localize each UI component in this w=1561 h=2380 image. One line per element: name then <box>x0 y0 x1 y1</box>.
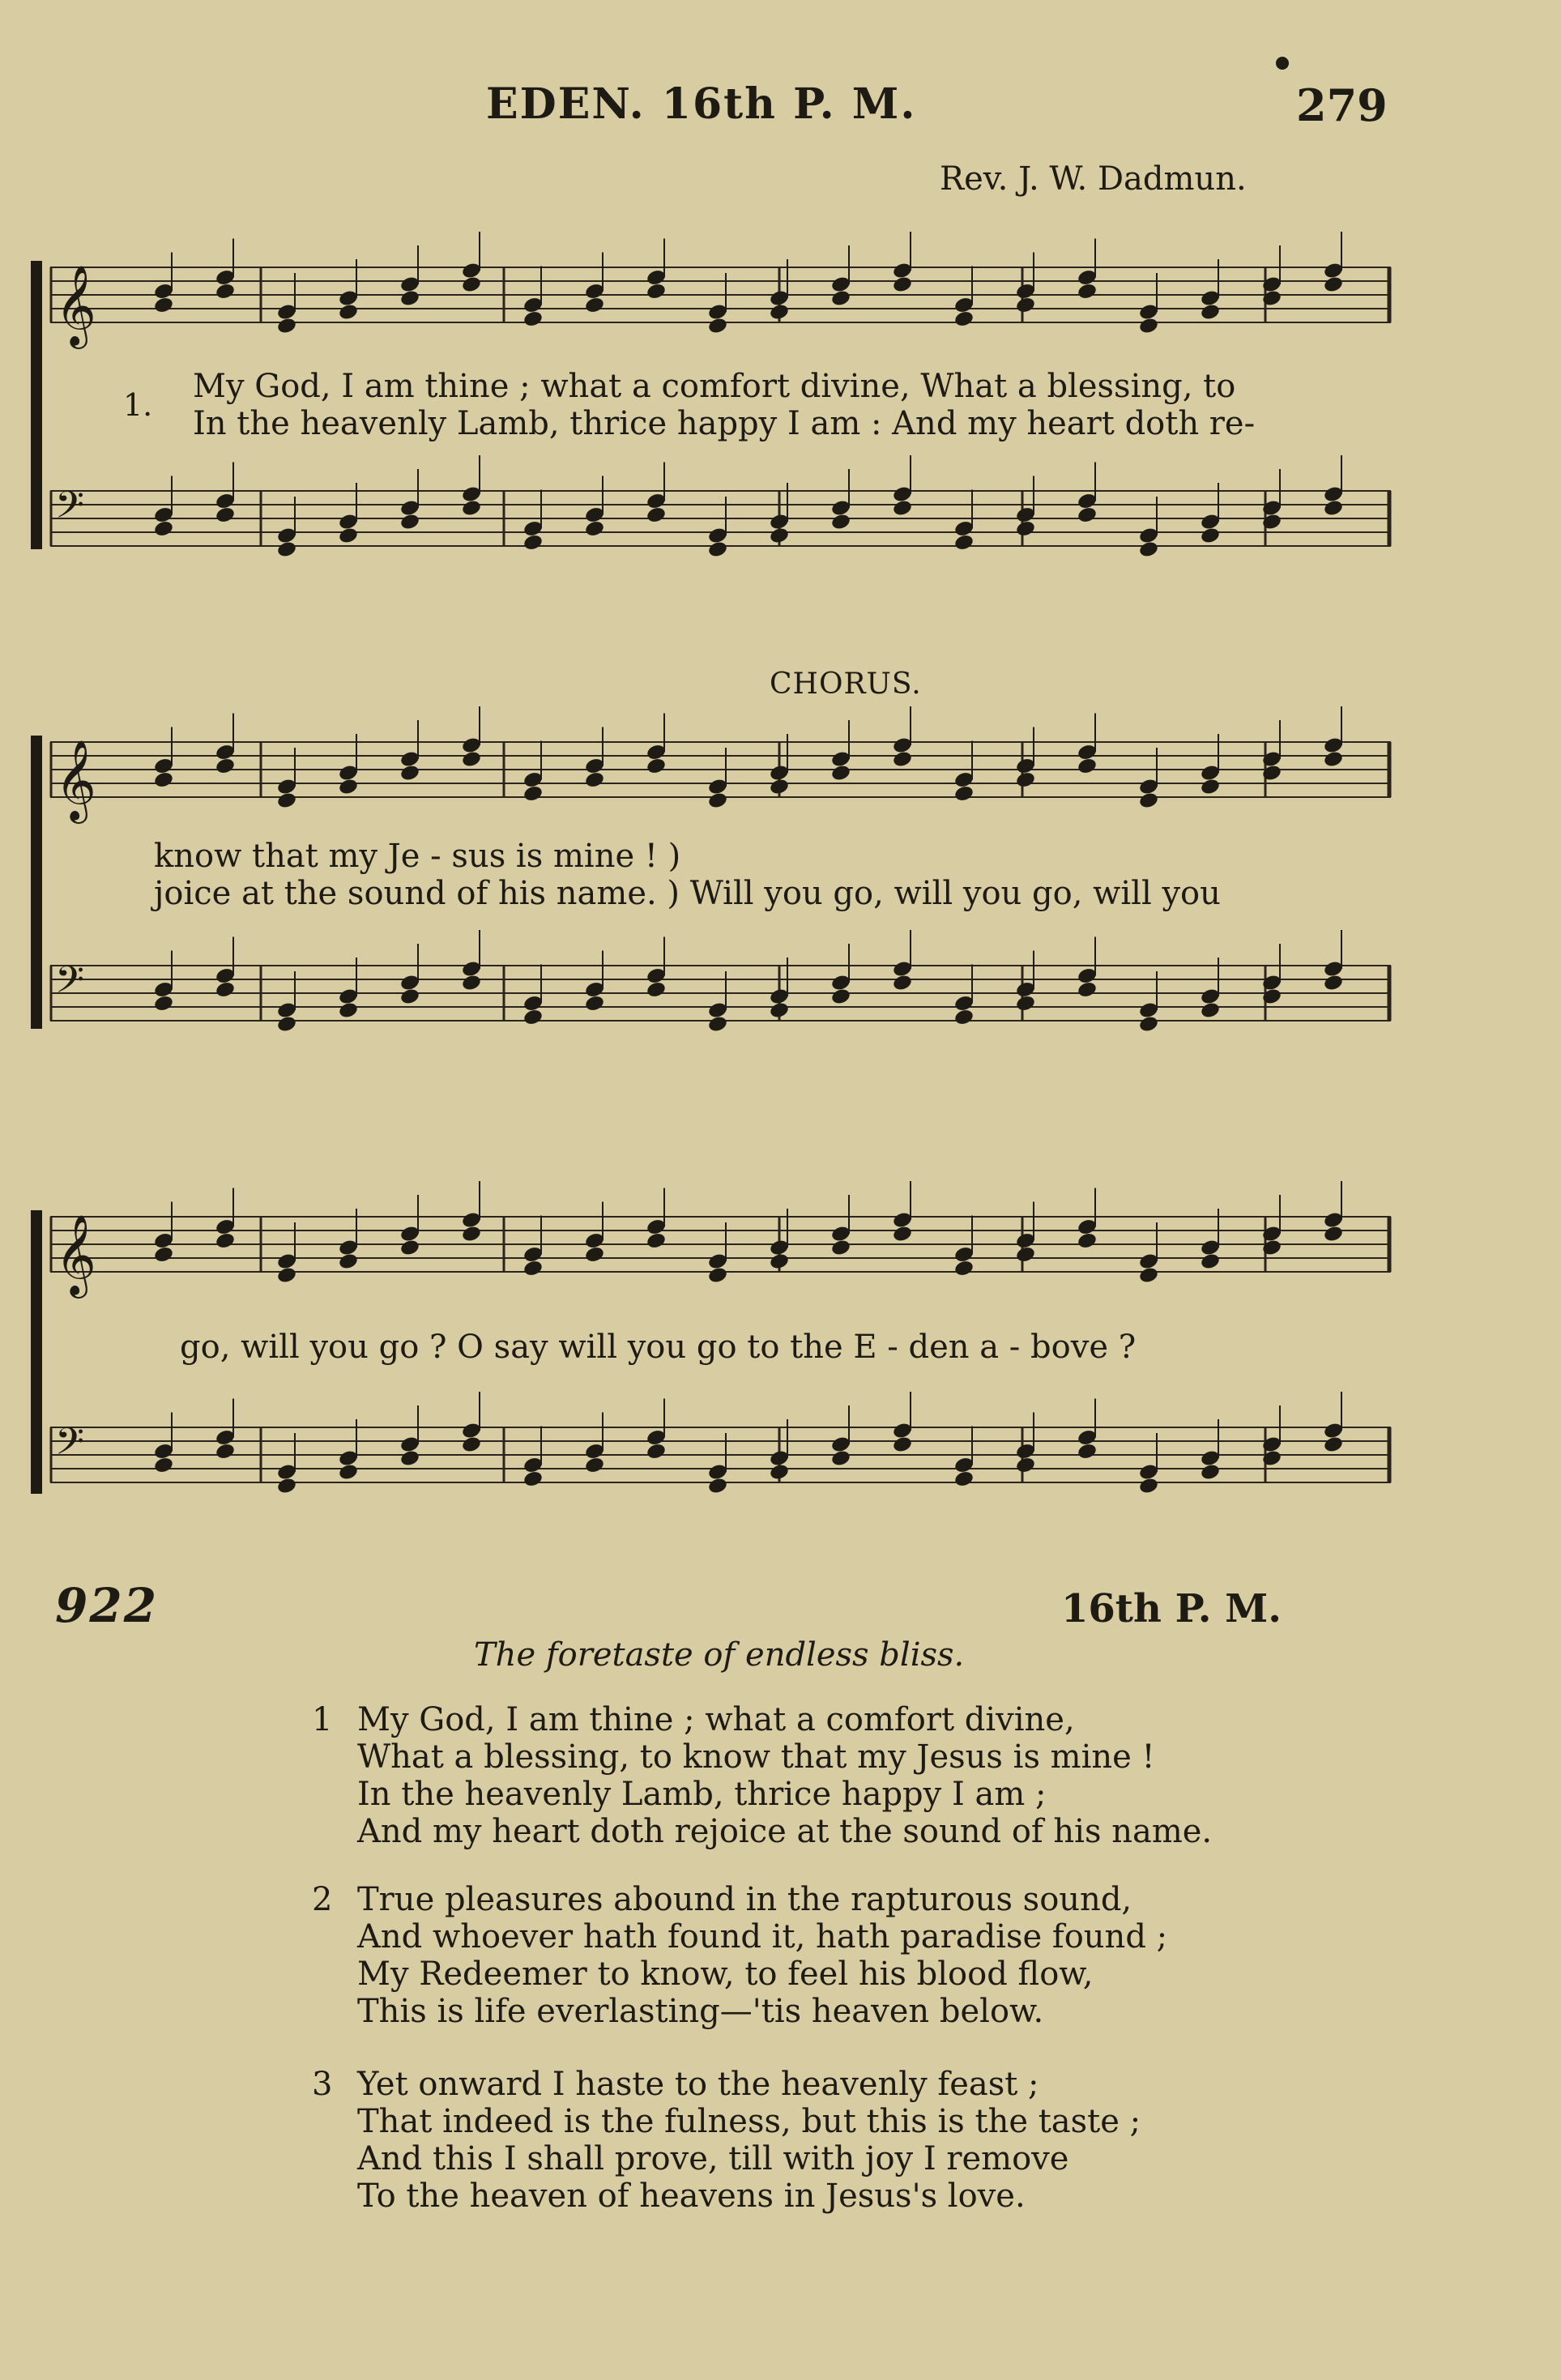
note-head <box>461 1435 482 1454</box>
note-head <box>892 750 913 769</box>
note-head <box>584 519 605 538</box>
note-head <box>707 317 728 335</box>
stanza-line: This is life everlasting—'tis heaven below. <box>357 1993 1044 2030</box>
treble-staff <box>50 1209 1391 1295</box>
note-head <box>830 513 851 531</box>
note-head <box>215 505 236 524</box>
note-head <box>522 533 544 552</box>
note-head <box>1077 1442 1098 1461</box>
note-head <box>953 1259 975 1277</box>
verse-number: 1. <box>123 387 153 423</box>
note-head <box>522 1469 544 1488</box>
note-head <box>338 527 359 545</box>
note-head <box>707 540 728 559</box>
note-head <box>646 505 667 524</box>
lyric-line: know that my Je - sus is mine ! ) <box>154 838 681 875</box>
note-head <box>1138 540 1159 559</box>
note-head <box>646 282 667 301</box>
note-head <box>522 1008 544 1026</box>
bass-staff <box>50 483 1391 540</box>
chorus-label: CHORUS. <box>770 668 922 701</box>
note-head <box>1015 1245 1036 1264</box>
stanza-line: What a blessing, to know that my Jesus is mine ! <box>357 1738 1155 1776</box>
bass-clef-icon: 𝄢 <box>55 1420 85 1473</box>
note-head <box>461 275 482 294</box>
note-head <box>1015 994 1036 1013</box>
note-head <box>1077 980 1098 999</box>
note-head <box>399 987 420 1006</box>
note-head <box>646 1231 667 1250</box>
lyric-line: go, will you go ? O say will you go to the E - den a - bove ? <box>180 1329 1137 1366</box>
note-head <box>399 1449 420 1468</box>
treble-clef-icon: 𝄞 <box>55 265 96 346</box>
note-head <box>646 757 667 775</box>
hymn-meter: 16th P. M. <box>1061 1586 1282 1631</box>
staff-lines <box>50 259 1391 346</box>
note-head <box>1138 317 1159 335</box>
note-head <box>461 499 482 518</box>
note-head <box>1138 1266 1159 1285</box>
note-head <box>769 527 790 545</box>
note-head <box>276 791 297 810</box>
note-head <box>215 1231 236 1250</box>
lyric-line: In the heavenly Lamb, thrice happy I am : And my heart doth re- <box>193 405 1256 442</box>
note-head <box>461 750 482 769</box>
bass-clef-icon: 𝄢 <box>55 484 85 536</box>
staff-lines <box>50 734 1391 821</box>
note-head <box>153 1456 174 1474</box>
note-head <box>522 784 544 803</box>
note-head <box>215 757 236 775</box>
note-head <box>1138 791 1159 810</box>
note-head <box>1077 757 1098 775</box>
note-head <box>892 275 913 294</box>
note-head <box>461 974 482 992</box>
note-head <box>338 778 359 796</box>
note-head <box>215 282 236 301</box>
stanza-line: And whoever hath found it, hath paradise found ; <box>357 1918 1168 1956</box>
note-head <box>584 994 605 1013</box>
bass-staff <box>50 958 1391 1014</box>
note-head <box>1015 1456 1036 1474</box>
composer-credit: Rev. J. W. Dadmun. <box>940 160 1247 198</box>
note-head <box>1323 499 1344 518</box>
bass-clef-icon: 𝄢 <box>55 958 85 1011</box>
note-head <box>769 778 790 796</box>
page-number: 279 <box>1296 79 1388 131</box>
note-head <box>892 974 913 992</box>
note-head <box>892 499 913 518</box>
note-head <box>399 289 420 308</box>
lyric-line: joice at the sound of his name. ) Will you go, will you go, will you <box>154 875 1221 912</box>
note-head <box>769 303 790 322</box>
note-head <box>338 1463 359 1482</box>
note-head <box>1200 1463 1221 1482</box>
note-head <box>153 296 174 314</box>
staff-lines <box>50 1209 1391 1295</box>
note-head <box>953 533 975 552</box>
note-head <box>953 309 975 328</box>
note-head <box>1138 1477 1159 1495</box>
note-head <box>707 791 728 810</box>
note-head <box>953 1008 975 1026</box>
note-head <box>399 1239 420 1257</box>
note-head <box>646 980 667 999</box>
hymn-number: 922 <box>55 1578 159 1633</box>
note-head <box>1200 1001 1221 1020</box>
note-head <box>1323 1225 1344 1243</box>
note-head <box>707 1266 728 1285</box>
note-head <box>1200 303 1221 322</box>
note-head <box>1015 296 1036 314</box>
stanza-line: My Redeemer to know, to feel his blood flow, <box>357 1956 1094 1993</box>
stanza-line: In the heavenly Lamb, thrice happy I am ; <box>357 1776 1047 1813</box>
note-head <box>461 1225 482 1243</box>
note-head <box>399 513 420 531</box>
note-head <box>1200 527 1221 545</box>
hymn-subtitle: The foretaste of endless bliss. <box>474 1636 965 1674</box>
note-head <box>276 540 297 559</box>
note-head <box>830 987 851 1006</box>
note-head <box>1015 519 1036 538</box>
note-head <box>338 303 359 322</box>
note-head <box>892 1435 913 1454</box>
system-brace <box>31 736 42 1029</box>
system-brace <box>31 261 42 549</box>
note-head <box>522 1259 544 1277</box>
note-head <box>707 1477 728 1495</box>
note-head <box>1077 505 1098 524</box>
note-head <box>338 1252 359 1271</box>
note-head <box>153 994 174 1013</box>
note-head <box>830 764 851 783</box>
note-head <box>769 1001 790 1020</box>
note-head <box>1323 1435 1344 1454</box>
stanza-number: 3 <box>312 2066 333 2103</box>
note-head <box>584 1245 605 1264</box>
note-head <box>1015 770 1036 789</box>
stanza-line: That indeed is the fulness, but this is the taste ; <box>357 2103 1141 2140</box>
note-head <box>276 1477 297 1495</box>
treble-staff <box>50 259 1391 346</box>
staff-lines <box>50 958 1391 1030</box>
note-head <box>830 1449 851 1468</box>
staff-lines <box>50 483 1391 556</box>
note-head <box>276 1015 297 1034</box>
stanza-number: 2 <box>312 1881 333 1918</box>
note-head <box>584 1456 605 1474</box>
note-head <box>276 317 297 335</box>
note-head <box>769 1252 790 1271</box>
note-head <box>153 519 174 538</box>
treble-clef-icon: 𝄞 <box>55 1214 96 1295</box>
note-head <box>153 770 174 789</box>
note-head <box>1077 1231 1098 1250</box>
note-head <box>153 1245 174 1264</box>
note-head <box>1138 1015 1159 1034</box>
stanza-line: Yet onward I haste to the heavenly feast ; <box>357 2066 1039 2103</box>
note-head <box>338 1001 359 1020</box>
lyric-line: My God, I am thine ; what a comfort divine, What a blessing, to <box>193 368 1236 405</box>
note-head <box>276 1266 297 1285</box>
note-head <box>584 770 605 789</box>
note-head <box>707 1015 728 1034</box>
note-head <box>1323 275 1344 294</box>
treble-staff <box>50 734 1391 821</box>
note-head <box>399 764 420 783</box>
stanza-line: And my heart doth rejoice at the sound of his name. <box>357 1813 1213 1850</box>
bass-staff <box>50 1419 1391 1476</box>
stanza-number: 1 <box>312 1701 333 1738</box>
note-head <box>1077 282 1098 301</box>
note-head <box>769 1463 790 1482</box>
note-head <box>953 784 975 803</box>
note-head <box>215 980 236 999</box>
stanza-line: True pleasures abound in the rapturous sound, <box>357 1881 1132 1918</box>
note-head <box>892 1225 913 1243</box>
note-head <box>1323 750 1344 769</box>
treble-clef-icon: 𝄞 <box>55 740 96 821</box>
stanza-line: My God, I am thine ; what a comfort divine, <box>357 1701 1075 1738</box>
note-head <box>1200 1252 1221 1271</box>
note-head <box>1323 974 1344 992</box>
staff-lines <box>50 1419 1391 1492</box>
tune-title: EDEN. 16th P. M. <box>486 79 917 129</box>
note-head <box>215 1442 236 1461</box>
note-head <box>830 1239 851 1257</box>
note-head <box>1200 778 1221 796</box>
ink-dot <box>1276 57 1289 70</box>
note-head <box>584 296 605 314</box>
note-head <box>646 1442 667 1461</box>
system-brace <box>31 1210 42 1494</box>
note-head <box>522 309 544 328</box>
note-head <box>830 289 851 308</box>
note-head <box>953 1469 975 1488</box>
stanza-line: And this I shall prove, till with joy I remove <box>357 2140 1069 2177</box>
stanza-line: To the heaven of heavens in Jesus's love. <box>357 2177 1026 2215</box>
